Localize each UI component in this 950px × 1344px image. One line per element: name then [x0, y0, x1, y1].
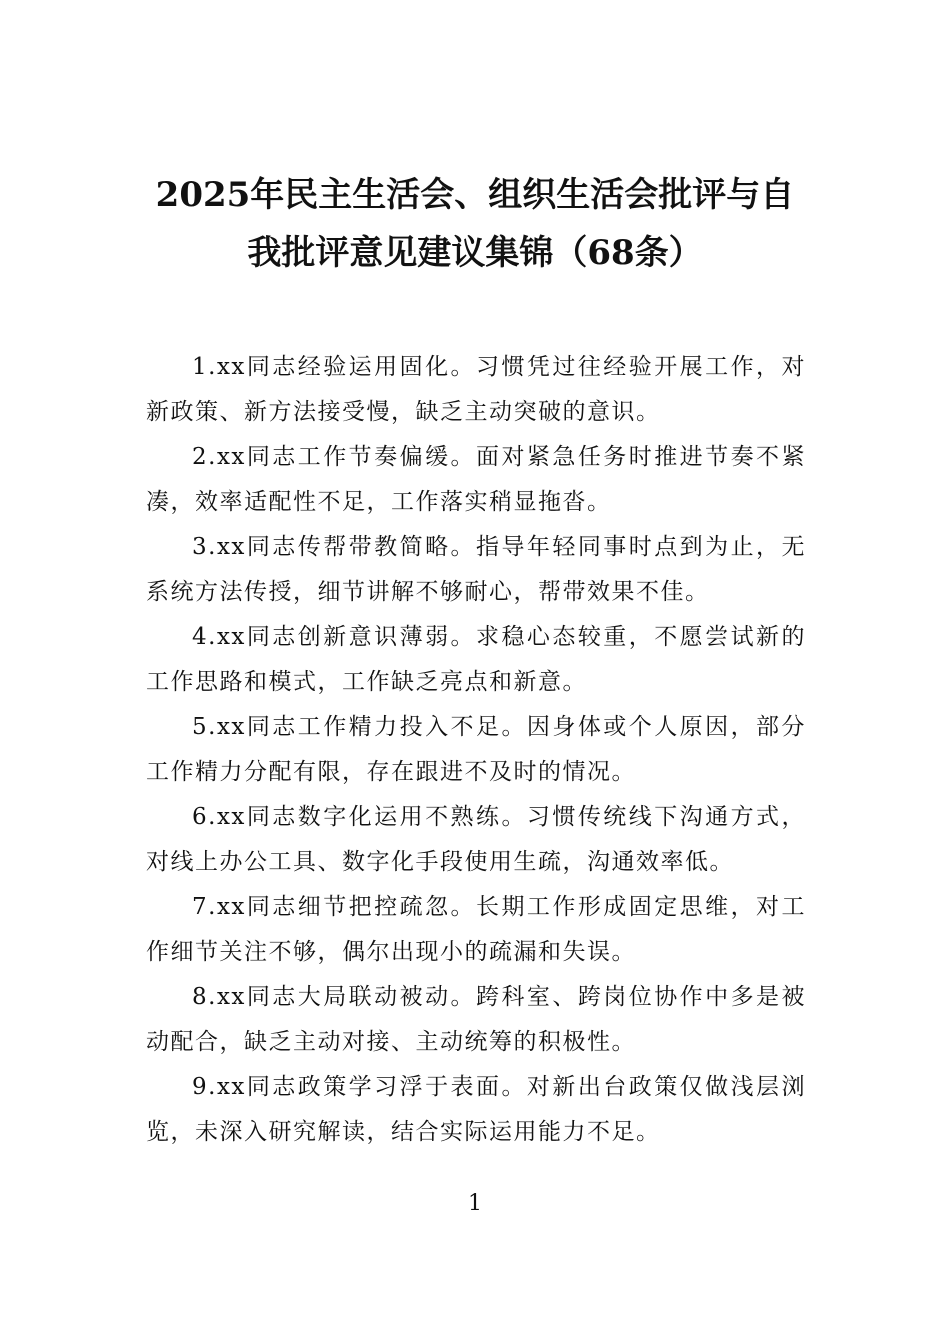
paragraph-8: 8.xx同志大局联动被动。跨科室、跨岗位协作中多是被动配合，缺乏主动对接、主动统筹的积极性。 [146, 984, 806, 1055]
document-title [130, 166, 820, 282]
paragraph-7: 7.xx同志细节把控疏忽。长期工作形成固定思维，对工作细节关注不够，偶尔出现小的疏漏和失误。 [146, 894, 806, 965]
paragraph-1: 1.xx同志经验运用固化。习惯凭过往经验开展工作，对新政策、新方法接受慢，缺乏主动突破的意识。 [146, 354, 806, 425]
paragraph-9: 9.xx同志政策学习浮于表面。对新出台政策仅做浅层浏览，未深入研究解读，结合实际运用能力不足。 [146, 1074, 806, 1145]
paragraph-2: 2.xx同志工作节奏偏缓。面对紧急任务时推进节奏不紧凑，效率适配性不足，工作落实稍显拖沓。 [146, 444, 806, 515]
title-line-2: 我批评意见建议集锦（68条） [247, 233, 703, 273]
paragraph-5: 5.xx同志工作精力投入不足。因身体或个人原因，部分工作精力分配有限，存在跟进不及时的情况。 [146, 714, 806, 785]
paragraph-6: 6.xx同志数字化运用不熟练。习惯传统线下沟通方式，对线上办公工具、数字化手段使用生疏，沟通效率低。 [146, 804, 806, 875]
document-body [146, 345, 806, 1155]
page-number: 1 [468, 1191, 482, 1216]
title-line-1: 2025年民主生活会、组织生活会批评与自 [155, 175, 795, 215]
paragraph-4: 4.xx同志创新意识薄弱。求稳心态较重，不愿尝试新的工作思路和模式，工作缺乏亮点和新意。 [146, 624, 806, 695]
paragraph-3: 3.xx同志传帮带教简略。指导年轻同事时点到为止，无系统方法传授，细节讲解不够耐心，帮带效果不佳。 [146, 534, 806, 605]
